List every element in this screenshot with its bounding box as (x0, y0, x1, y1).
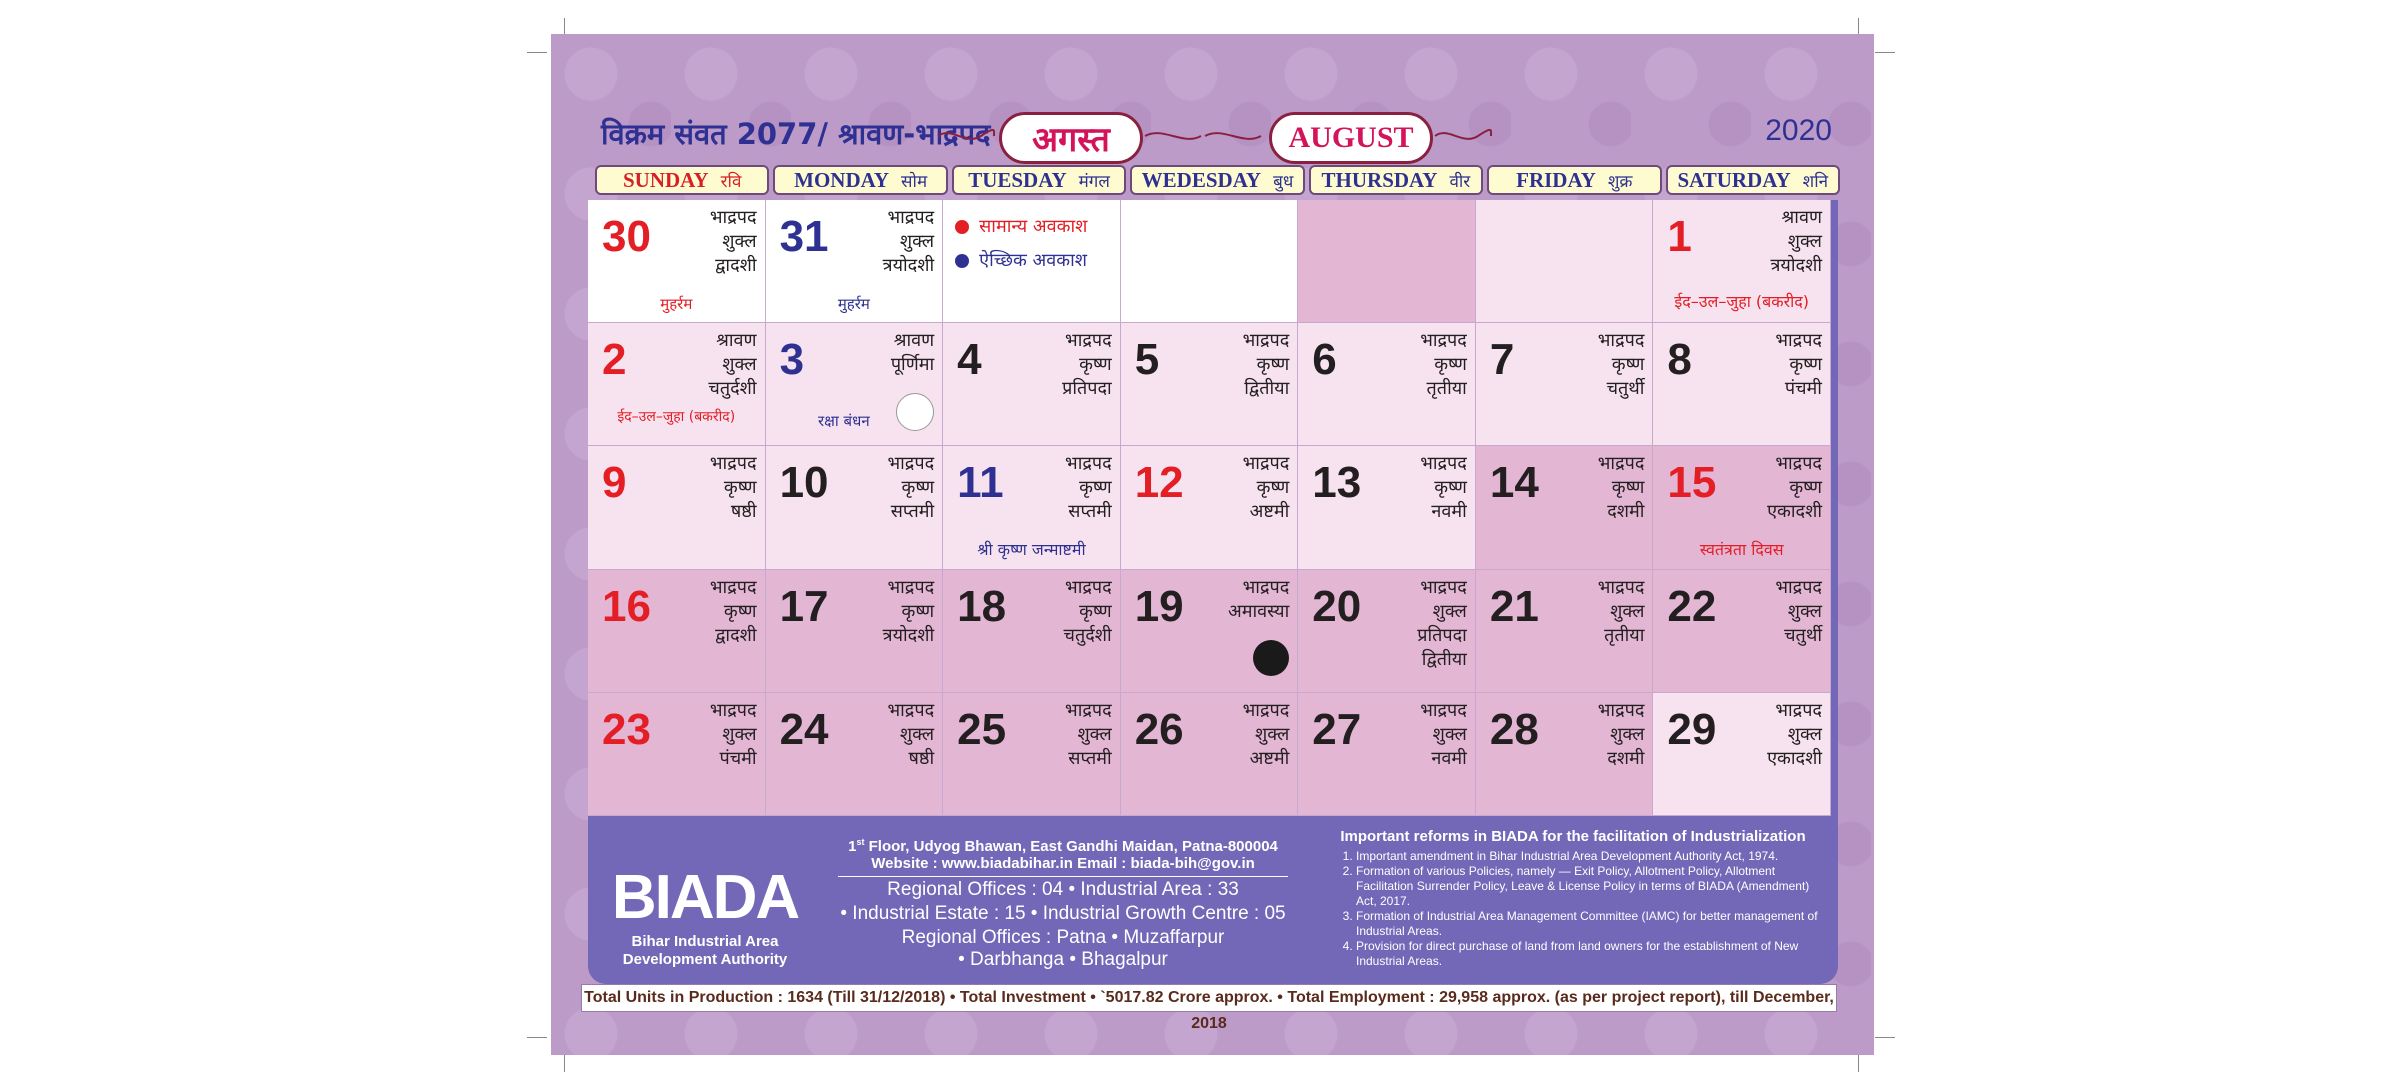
festival-label: ईद–उल–जुहा (बकरीद) (1674, 292, 1810, 311)
day-cell-11 (943, 446, 1121, 569)
panchang-text: भाद्रपद शुक्ल प्रतिपदा द्वितीया (1417, 576, 1467, 670)
website-email: Website : www.biadabihar.in Email : biada-bih@gov.in (838, 855, 1288, 877)
weekday-thursday: THURSDAY वीर (1309, 165, 1483, 195)
day-cell-23 (588, 693, 766, 816)
day-cell-8 (1653, 323, 1831, 446)
crop-mark (527, 52, 547, 53)
festival-label: ईद–उल–जुहा (बकरीद) (617, 409, 736, 426)
day-number: 16 (602, 581, 651, 631)
reforms-list (1328, 849, 1818, 969)
day-cell-6 (1298, 323, 1476, 446)
day-cell-15 (1653, 446, 1831, 569)
day-cell-12 (1121, 446, 1299, 569)
day-number: 11 (957, 458, 1004, 508)
day-number: 8 (1667, 335, 1692, 385)
panchang-text: भाद्रपद कृष्ण षष्ठी (709, 453, 757, 523)
day-cell-14 (1476, 446, 1654, 569)
day-number: 21 (1489, 581, 1539, 631)
address-line: 1st Floor, Udyog Bhawan, East Gandhi Maidan, Patna-800004 (848, 837, 1278, 855)
stats-line: Regional Offices : Patna • Muzaffarpur (901, 927, 1225, 948)
panchang-text: श्रावण पूर्णिमा (890, 330, 935, 376)
crop-mark (1875, 1037, 1895, 1038)
day-cell-22 (1653, 570, 1831, 693)
panchang-text: भाद्रपद कृष्ण तृतीया (1420, 330, 1467, 400)
legend-optional: ऐच्छिक अवकाश (979, 250, 1088, 271)
weekday-friday: FRIDAY शुक्र (1487, 165, 1661, 195)
day-number: 5 (1134, 335, 1160, 385)
day-number: 1 (1667, 212, 1692, 261)
day-number: 15 (1667, 458, 1717, 508)
panchang-text: भाद्रपद कृष्ण त्रयोदशी (882, 576, 935, 646)
day-cell-27 (1298, 693, 1476, 816)
day-cell-29 (1653, 693, 1831, 816)
panchang-text: भाद्रपद कृष्ण द्वितीया (1242, 330, 1290, 400)
empty-cell (1476, 200, 1654, 323)
day-number: 6 (1312, 335, 1337, 385)
holiday-legend (955, 210, 1087, 278)
festival-label: रक्षा बंधन (818, 412, 870, 431)
panchang-text: भाद्रपद शुक्ल षष्ठी (887, 699, 935, 769)
crop-mark (527, 1037, 547, 1038)
day-number: 17 (779, 581, 829, 631)
weekday-monday: MONDAY सोम (773, 165, 947, 195)
day-cell-10 (766, 446, 944, 569)
day-cell-25 (943, 693, 1121, 816)
day-cell-19 (1121, 570, 1299, 693)
reform-item: 4. Provision for direct purchase of land from land owners for the establishment of New Industrial Areas. (1356, 939, 1818, 969)
month-english: AUGUST (1269, 112, 1433, 164)
day-cell-7 (1476, 323, 1654, 446)
day-cell-13 (1298, 446, 1476, 569)
reforms-block (1328, 828, 1818, 969)
day-cell-30 (588, 200, 766, 323)
reforms-title: Important reforms in BIADA for the facilitation of Industrialization (1340, 828, 1806, 845)
day-cell-21 (1476, 570, 1654, 693)
footer-panel (588, 822, 1838, 984)
day-number: 7 (1489, 335, 1515, 385)
stats-line: • Darbhanga • Bhagalpur (958, 949, 1168, 970)
weekday-wednesday: WEDESDAY बुध (1130, 165, 1304, 195)
panchang-text: भाद्रपद शुक्ल अष्टमी (1242, 699, 1290, 769)
festival-label: मुहर्रम (837, 295, 870, 313)
day-cell-31 (766, 200, 944, 323)
day-cell-2 (588, 323, 766, 446)
festival-label: स्वतंत्रता दिवस (1699, 540, 1784, 560)
panchang-text: श्रावण शुक्ल त्रयोदशी (1770, 207, 1822, 276)
biada-logo-text: BIADA (611, 863, 799, 932)
panchang-text: भाद्रपद शुक्ल चतुर्थी (1775, 576, 1822, 646)
new-moon-icon (1253, 640, 1289, 676)
weekday-sunday: SUNDAY रवि (595, 165, 769, 195)
day-cell-18 (943, 570, 1121, 693)
panchang-text: भाद्रपद कृष्ण चतुर्थी (1597, 330, 1645, 400)
panchang-text: भाद्रपद कृष्ण प्रतिपदा (1062, 330, 1112, 400)
crop-mark (1858, 1052, 1859, 1072)
panchang-text: भाद्रपद कृष्ण एकादशी (1767, 453, 1822, 523)
panchang-text: भाद्रपद कृष्ण नवमी (1420, 453, 1467, 523)
blue-dot-icon (955, 254, 969, 268)
panchang-text: भाद्रपद शुक्ल द्वादशी (709, 207, 757, 276)
day-cell-24 (766, 693, 944, 816)
red-dot-icon (955, 220, 969, 234)
day-cell-1 (1653, 200, 1831, 323)
ornament-swirl-icon (1433, 126, 1493, 146)
day-cell-9 (588, 446, 766, 569)
samvat-title: विक्रम संवत 2077/ श्रावण-भाद्रपद (601, 117, 991, 151)
day-cell-4 (943, 323, 1121, 446)
day-number: 24 (779, 704, 829, 754)
day-number: 27 (1312, 704, 1362, 754)
panchang-text: भाद्रपद कृष्ण चतुर्दशी (1063, 576, 1112, 646)
panchang-text: भाद्रपद कृष्ण द्वादशी (709, 576, 757, 646)
day-cell-5 (1121, 323, 1299, 446)
day-number: 12 (1134, 458, 1184, 508)
day-number: 25 (957, 704, 1007, 754)
panchang-text: भाद्रपद कृष्ण पंचमी (1775, 330, 1822, 400)
calendar-grid (588, 200, 1831, 816)
festival-label: श्री कृष्ण जन्माष्टमी (977, 540, 1086, 560)
ornament-swirl-icon (936, 126, 996, 146)
panchang-text: भाद्रपद कृष्ण अष्टमी (1242, 453, 1290, 523)
day-number: 10 (779, 458, 829, 508)
org-name-line2: Development Authority (622, 951, 788, 968)
day-cell-17 (766, 570, 944, 693)
panchang-text: भाद्रपद कृष्ण सप्तमी (887, 453, 935, 523)
day-cell-26 (1121, 693, 1299, 816)
panchang-text: भाद्रपद कृष्ण दशमी (1597, 453, 1645, 523)
day-number: 14 (1489, 458, 1539, 508)
stats-line: • Industrial Estate : 15 • Industrial Growth Centre : 05 (840, 903, 1286, 924)
day-number: 30 (602, 212, 651, 261)
totals-bar: Total Units in Production : 1634 (Till 31/12/2018) • Total Investment • `5017.82 Crore approx. • Total Employment : 29,958 approx. (as per project report), till December, 2018 (581, 984, 1837, 1012)
panchang-text: भाद्रपद शुक्ल एकादशी (1767, 699, 1822, 769)
day-cell-3 (766, 323, 944, 446)
month-hindi: अगस्त (999, 112, 1143, 164)
day-number: 4 (957, 335, 982, 385)
day-number: 9 (602, 458, 627, 508)
panchang-text: भाद्रपद कृष्ण सप्तमी (1065, 453, 1112, 523)
festival-label: मुहर्रम (660, 295, 693, 313)
panchang-text: श्रावण शुक्ल चतुर्दशी (708, 330, 757, 400)
reform-item: 3. Formation of Industrial Area Management Committee (IAMC) for better management of Industrial Areas. (1356, 909, 1818, 939)
day-cell-28 (1476, 693, 1654, 816)
day-number: 23 (602, 704, 651, 754)
panchang-text: भाद्रपद शुक्ल पंचमी (709, 699, 757, 769)
reform-item: 1. Important amendment in Bihar Industrial Area Development Authority Act, 1974. (1356, 849, 1818, 864)
panchang-text: भाद्रपद शुक्ल त्रयोदशी (882, 207, 935, 276)
day-cell-16 (588, 570, 766, 693)
org-name-line1: Bihar Industrial Area (631, 933, 779, 950)
day-number: 22 (1667, 581, 1717, 631)
reform-item: 2. Formation of various Policies, namely — Exit Policy, Allotment Policy, Allotment Facilitation Surrender Policy, Leave & License Policy in terms of BIADA (Amendment) Act, 2017. (1356, 864, 1818, 909)
day-number: 2 (602, 335, 627, 385)
day-number: 26 (1134, 704, 1184, 754)
weekday-tuesday: TUESDAY मंगल (952, 165, 1126, 195)
crop-mark (564, 1052, 565, 1072)
year: 2020 (1765, 114, 1832, 147)
day-number: 13 (1312, 458, 1362, 508)
empty-cell (1121, 200, 1299, 323)
stats-line: Regional Offices : 04 • Industrial Area : 33 (887, 879, 1239, 900)
day-number: 28 (1489, 704, 1539, 754)
calendar-page (551, 34, 1874, 1055)
day-number: 29 (1667, 704, 1717, 754)
panchang-text: भाद्रपद अमावस्या (1227, 576, 1290, 622)
weekday-saturday: SATURDAY शनि (1666, 165, 1840, 195)
weekday-header (595, 165, 1840, 195)
panchang-text: भाद्रपद शुक्ल तृतीया (1597, 576, 1645, 646)
panchang-text: भाद्रपद शुक्ल नवमी (1420, 699, 1467, 769)
panchang-text: भाद्रपद शुक्ल दशमी (1597, 699, 1645, 769)
day-number: 31 (779, 212, 829, 261)
day-number: 20 (1312, 581, 1362, 631)
day-cell-20 (1298, 570, 1476, 693)
address-block (838, 837, 1288, 971)
legend-general: सामान्य अवकाश (979, 216, 1088, 237)
crop-mark (1875, 52, 1895, 53)
biada-logo (600, 862, 810, 969)
day-number: 18 (957, 581, 1007, 631)
empty-cell (1298, 200, 1476, 323)
panchang-text: भाद्रपद शुक्ल सप्तमी (1065, 699, 1112, 769)
legend-cell (943, 200, 1121, 323)
day-number: 3 (779, 335, 805, 385)
ornament-swirl-icon (1143, 126, 1263, 146)
day-number: 19 (1134, 581, 1184, 631)
